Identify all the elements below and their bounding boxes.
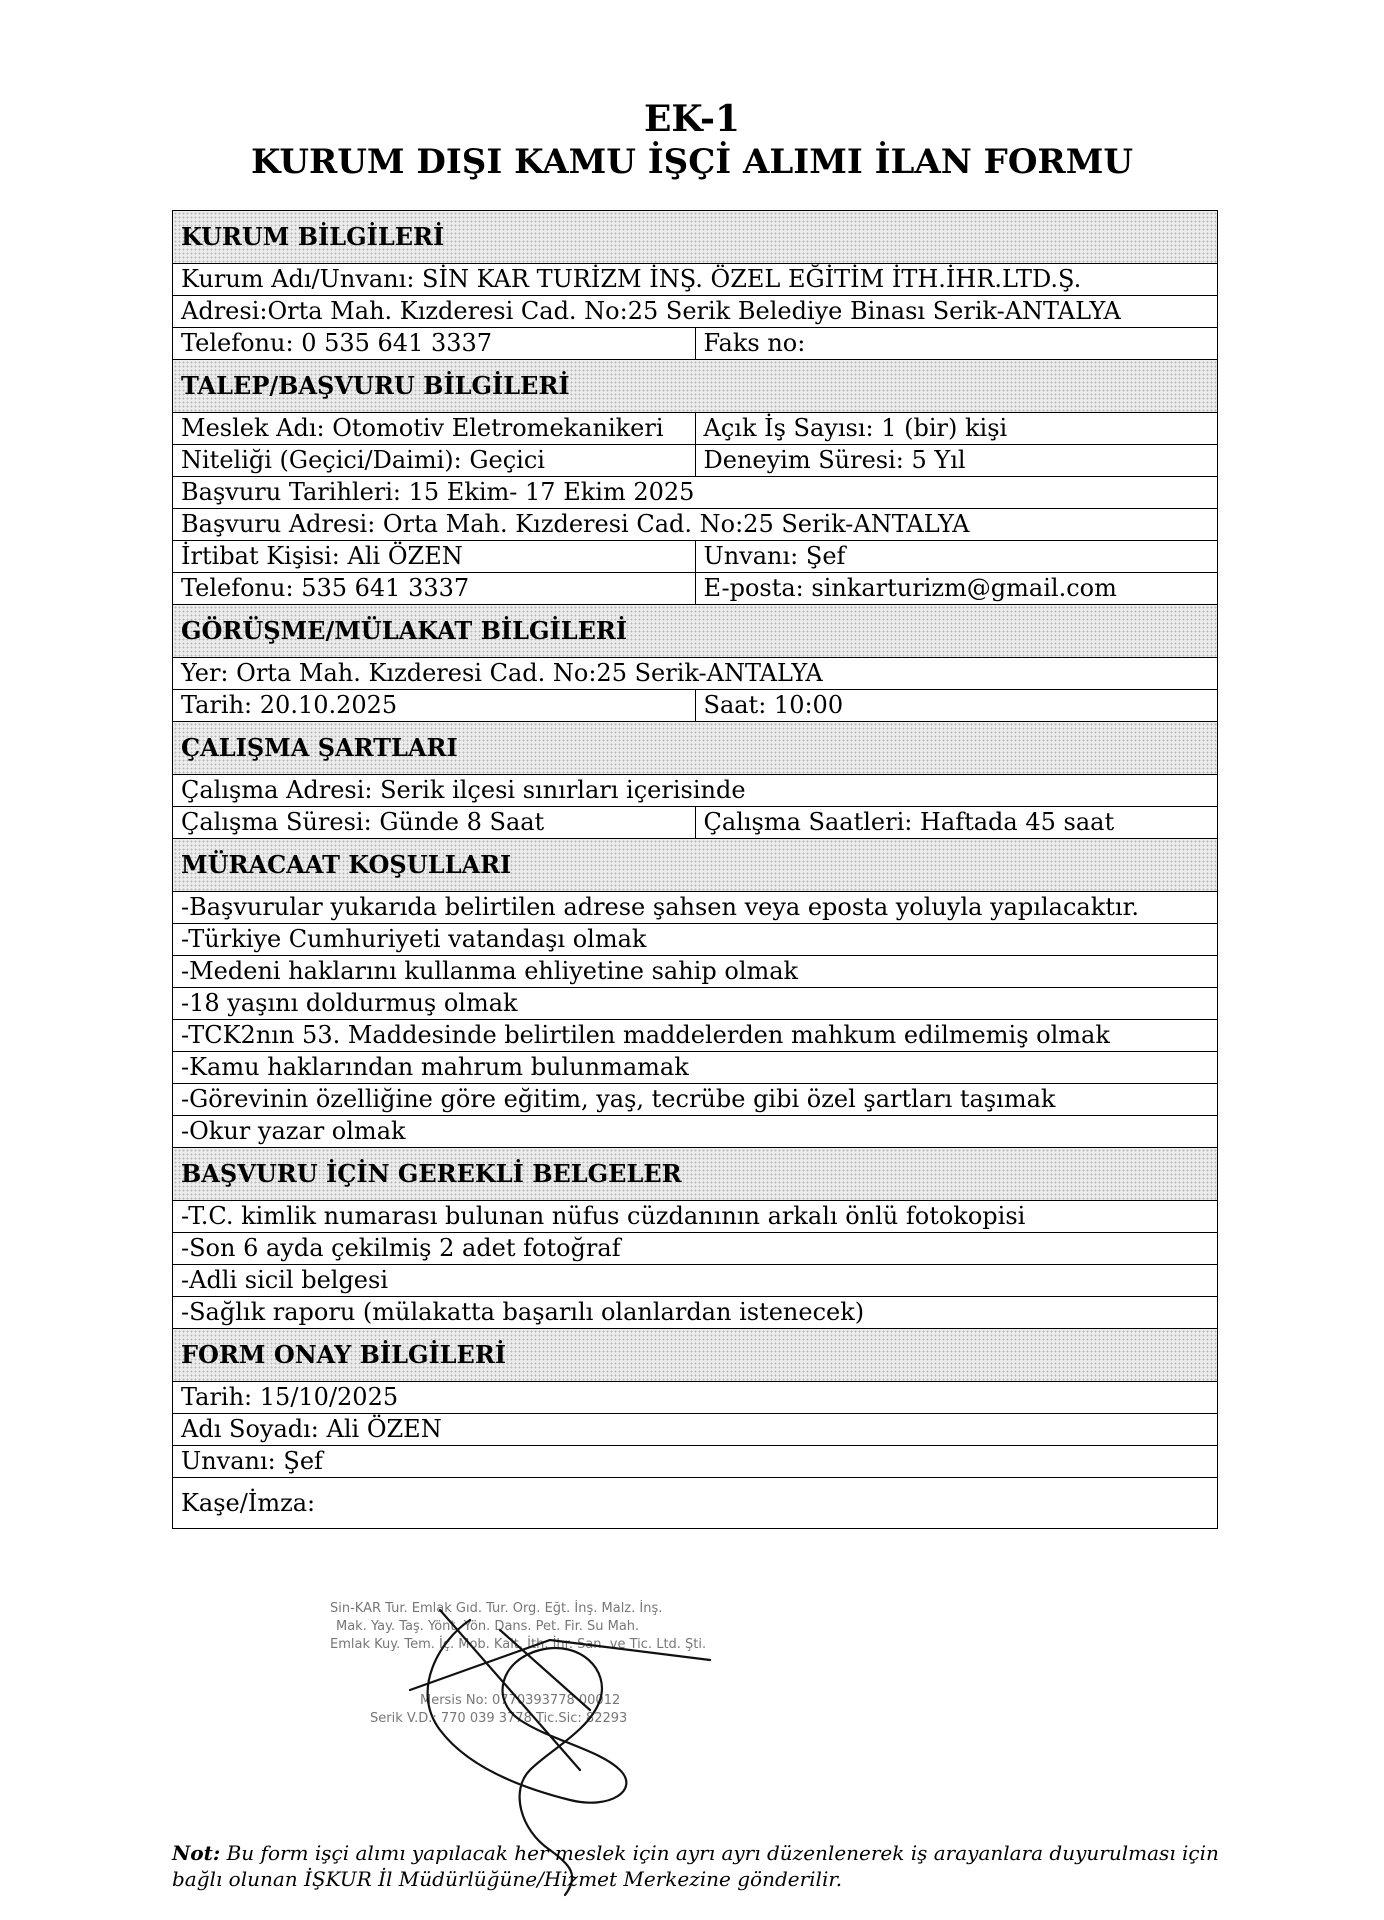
calisma-duration: Çalışma Süresi: Günde 8 Saat (173, 807, 696, 839)
kurum-address: Adresi:Orta Mah. Kızderesi Cad. No:25 Serik Belediye Binası Serik-ANTALYA (173, 296, 1218, 328)
kurum-name: Kurum Adı/Unvanı: SİN KAR TURİZM İNŞ. ÖZEL EĞİTİM İTH.İHR.LTD.Ş. (173, 264, 1218, 296)
section-talep-heading: TALEP/BAŞVURU BİLGİLERİ (173, 360, 1218, 413)
section-onay-heading: FORM ONAY BİLGİLERİ (173, 1329, 1218, 1382)
calisma-hours: Çalışma Saatleri: Haftada 45 saat (695, 807, 1218, 839)
belge-item: -Sağlık raporu (mülakatta başarılı olanlardan istenecek) (173, 1297, 1218, 1329)
talep-nature: Niteliği (Geçici/Daimi): Geçici (173, 445, 696, 477)
muracaat-item: -Başvurular yukarıda belirtilen adrese şahsen veya eposta yoluyla yapılacaktır. (173, 892, 1218, 924)
onay-stamp-cell (173, 1478, 1218, 1529)
announcement-form-table (172, 210, 1218, 1529)
gorusme-time: Saat: 10:00 (695, 690, 1218, 722)
note-text: Bu form işçi alımı yapılacak her meslek için ayrı ayrı düzenlenerek iş arayanlara duyurulması için bağlı olunan İŞKUR İl Müdürlüğüne/Hizmet Merkezine gönderilir. (172, 1841, 1219, 1891)
form-title: KURUM DIŞI KAMU İŞÇİ ALIMI İLAN FORMU (251, 142, 1133, 182)
talep-email: E-posta: sinkarturizm@gmail.com (695, 573, 1218, 605)
muracaat-item: -Kamu haklarından mahrum bulunmamak (173, 1052, 1218, 1084)
muracaat-item: -Okur yazar olmak (173, 1116, 1218, 1148)
footer-note (172, 1840, 1232, 1892)
section-kurum-heading: KURUM BİLGİLERİ (173, 211, 1218, 264)
stamp-line: Sin-KAR Tur. Emlak Gıd. Tur. Org. Eğt. İnş. Malz. İnş. (330, 1601, 663, 1616)
talep-title: Unvanı: Şef (695, 541, 1218, 573)
talep-address: Başvuru Adresi: Orta Mah. Kızderesi Cad. No:25 Serik-ANTALYA (173, 509, 1218, 541)
talep-dates: Başvuru Tarihleri: 15 Ekim- 17 Ekim 2025 (173, 477, 1218, 509)
gorusme-place: Yer: Orta Mah. Kızderesi Cad. No:25 Serik-ANTALYA (173, 658, 1218, 690)
calisma-address: Çalışma Adresi: Serik ilçesi sınırları içerisinde (173, 775, 1218, 807)
muracaat-item: -Medeni haklarını kullanma ehliyetine sahip olmak (173, 956, 1218, 988)
muracaat-item: -Görevinin özelliğine göre eğitim, yaş, tecrübe gibi özel şartları taşımak (173, 1084, 1218, 1116)
kurum-phone: Telefonu: 0 535 641 3337 (173, 328, 696, 360)
section-gorusme-heading: GÖRÜŞME/MÜLAKAT BİLGİLERİ (173, 605, 1218, 658)
note-label: Not: (172, 1841, 221, 1865)
form-code: EK-1 (643, 98, 741, 140)
talep-profession: Meslek Adı: Otomotiv Eletromekanikeri (173, 413, 696, 445)
gorusme-date: Tarih: 20.10.2025 (173, 690, 696, 722)
talep-experience: Deneyim Süresi: 5 Yıl (695, 445, 1218, 477)
onay-title: Unvanı: Şef (173, 1446, 1218, 1478)
onay-date: Tarih: 15/10/2025 (173, 1382, 1218, 1414)
section-belgeler-heading: BAŞVURU İÇİN GEREKLİ BELGELER (173, 1148, 1218, 1201)
section-muracaat-heading: MÜRACAAT KOŞULLARI (173, 839, 1218, 892)
talep-phone: Telefonu: 535 641 3337 (173, 573, 696, 605)
stamp-line: Serik V.D.: 770 039 3778 Tic.Sic: 82293 (370, 1711, 628, 1726)
section-calisma-heading: ÇALIŞMA ŞARTLARI (173, 722, 1218, 775)
kurum-fax: Faks no: (695, 328, 1218, 360)
talep-openings: Açık İş Sayısı: 1 (bir) kişi (695, 413, 1218, 445)
belge-item: -Adli sicil belgesi (173, 1265, 1218, 1297)
belge-item: -Son 6 ayda çekilmiş 2 adet fotoğraf (173, 1233, 1218, 1265)
muracaat-item: -Türkiye Cumhuriyeti vatandaşı olmak (173, 924, 1218, 956)
stamp-line: Mak. Yay. Taş. Yönt. Yön. Dans. Pet. Fir. Su Mah. (336, 1619, 640, 1634)
onay-stamp-label: Kaşe/İmza: (181, 1489, 316, 1517)
talep-contact: İrtibat Kişisi: Ali ÖZEN (173, 541, 696, 573)
muracaat-item: -18 yaşını doldurmuş olmak (173, 988, 1218, 1020)
stamp-line: Emlak Kuy. Tem. İç. Mob. Kalt. İth. İhr. San. ve Tic. Ltd. Şti. (330, 1637, 707, 1652)
belge-item: -T.C. kimlik numarası bulunan nüfus cüzdanının arkalı önlü fotokopisi (173, 1201, 1218, 1233)
onay-name: Adı Soyadı: Ali ÖZEN (173, 1414, 1218, 1446)
stamp-line: Mersis No: 0770393778 00012 (420, 1693, 621, 1708)
muracaat-item: -TCK2nın 53. Maddesinde belirtilen maddelerden mahkum edilmemiş olmak (173, 1020, 1218, 1052)
